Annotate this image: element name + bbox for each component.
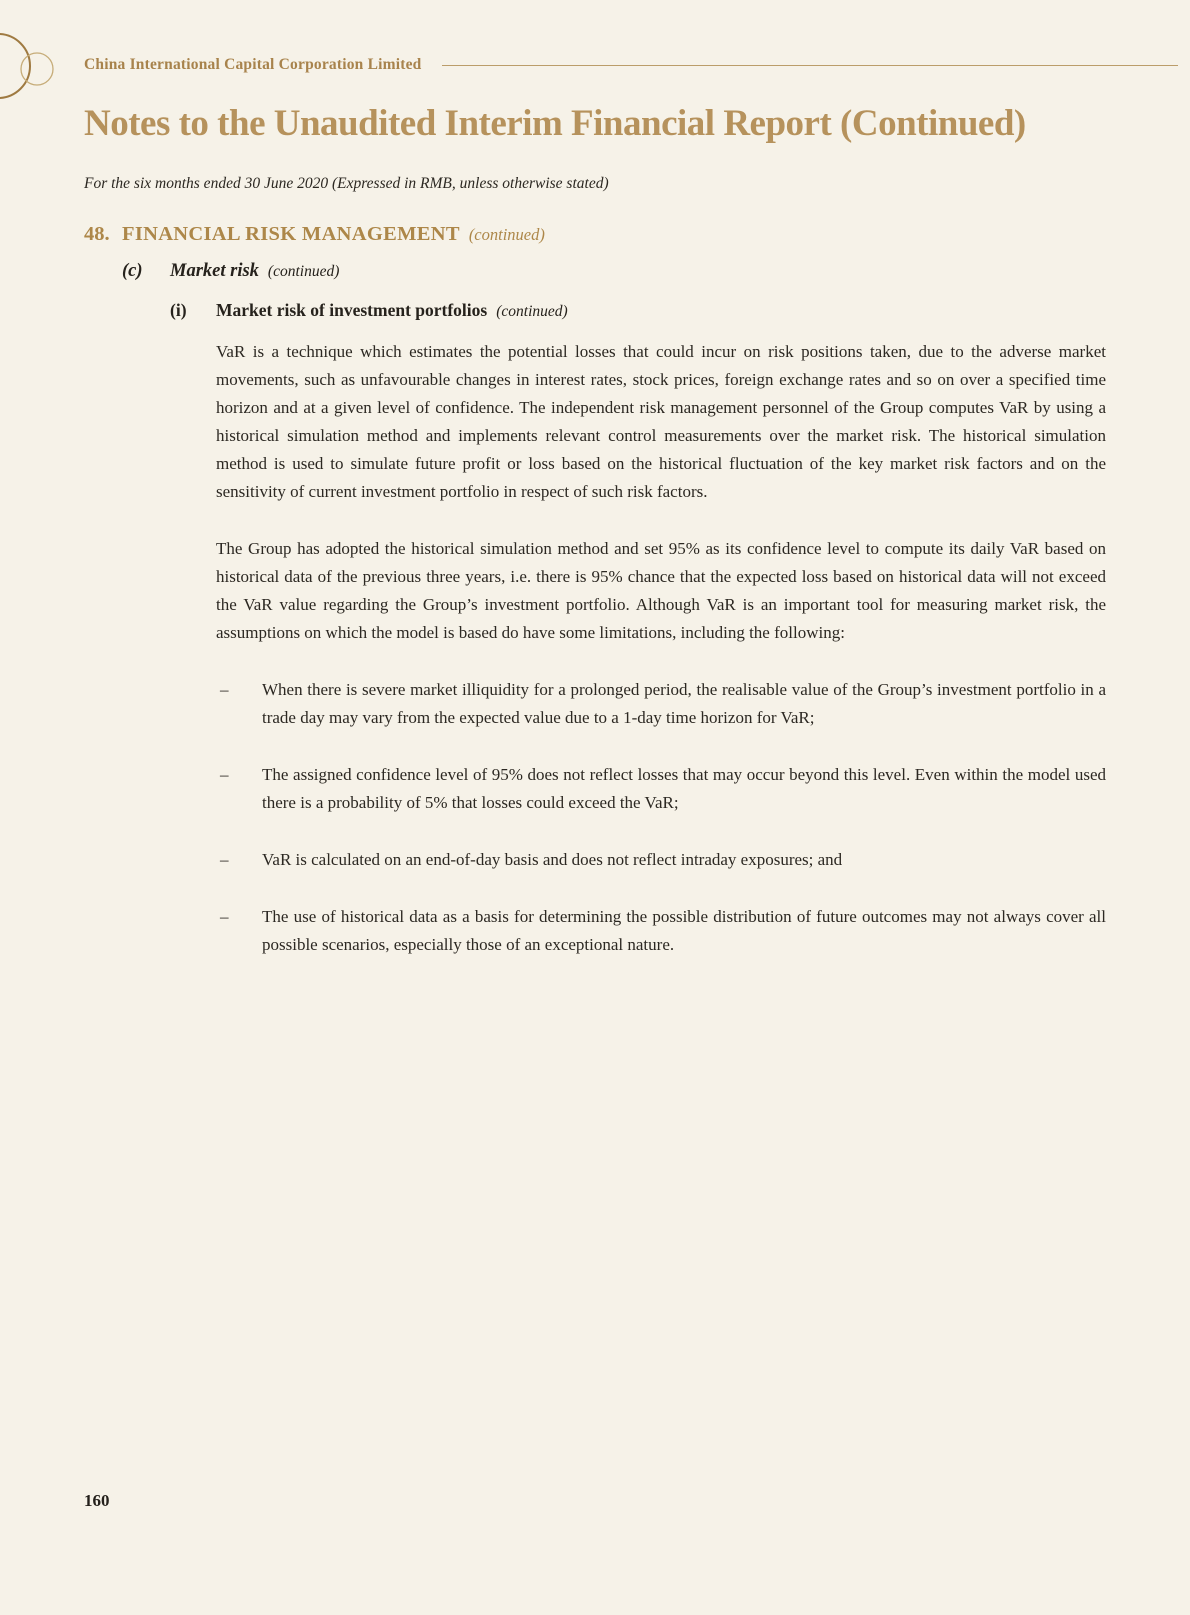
company-name: China International Capital Corporation Limited: [84, 56, 422, 73]
paragraph: The Group has adopted the historical simulation method and set 95% as its confidence level to compute its daily VaR based on historical data of the previous three years, i.e. there is 95% chance that the expected loss based on historical data will not exceed the VaR value regarding the Group’s investment portfolio. Although VaR is an important tool for measuring market risk, the assumptions on which the model is based do have some limitations, including the following:: [216, 539, 1106, 642]
header-rule: [442, 65, 1178, 66]
section-title: FINANCIAL RISK MANAGEMENT: [122, 223, 460, 245]
section-heading-48: [84, 223, 545, 246]
page-subtitle: For the six months ended 30 June 2020 (Expressed in RMB, unless otherwise stated): [84, 175, 609, 192]
header-band: [84, 56, 1178, 74]
subsection-c-label: (c): [122, 261, 143, 281]
subsection-c-continued-note: (continued): [267, 263, 340, 280]
bullet-dash: –: [220, 850, 229, 869]
section-number: 48.: [84, 223, 110, 245]
bullet-text: VaR is calculated on an end-of-day basis and does not reflect intraday exposures; and: [262, 850, 843, 869]
subsection-c-heading: [122, 261, 339, 282]
list-item: [216, 903, 1106, 959]
section-continued-note: (continued): [468, 225, 545, 244]
list-item: [216, 676, 1106, 732]
company-logo-circles-icon: [0, 28, 60, 106]
bullet-text: The use of historical data as a basis for determining the possible distribution of future outcomes may not always cover all possible scenarios, especially those of an exceptional nature.: [262, 907, 1106, 954]
body-text-column: [216, 338, 1106, 988]
page-number: 160: [84, 1491, 110, 1510]
subsection-i-heading: [170, 300, 568, 321]
subsection-i-label: (i): [170, 300, 187, 320]
paragraph: VaR is a technique which estimates the potential losses that could incur on risk positions taken, due to the adverse market movements, such as unfavourable changes in interest rates, stock prices, foreign exchange rates and so on over a specified time horizon and at a given level of confidence. The independent risk management personnel of the Group computes VaR by using a historical simulation method and implements relevant control measurements over the market risk. The historical simulation method is used to simulate future profit or loss based on the historical fluctuation of the key market risk factors and on the sensitivity of current investment portfolio in respect of such risk factors.: [216, 342, 1106, 501]
bullet-dash: –: [220, 907, 229, 926]
subsection-i-continued-note: (continued): [496, 303, 568, 320]
bullet-text: When there is severe market illiquidity for a prolonged period, the realisable value of the Group’s investment portfolio in a trade day may vary from the expected value due to a 1-day time horizon for VaR;: [262, 680, 1106, 727]
subsection-c-title: Market risk: [170, 261, 259, 281]
list-item: [216, 846, 1106, 874]
bullet-text: The assigned confidence level of 95% does not reflect losses that may occur beyond this level. Even within the model used there is a probability of 5% that losses could exceed the VaR;: [262, 765, 1106, 812]
list-item: [216, 761, 1106, 817]
page-title: Notes to the Unaudited Interim Financial Report (Continued): [84, 103, 1026, 144]
subsection-i-title: Market risk of investment portfolios: [216, 300, 488, 320]
bullet-dash: –: [220, 680, 229, 699]
bullet-dash: –: [220, 765, 229, 784]
